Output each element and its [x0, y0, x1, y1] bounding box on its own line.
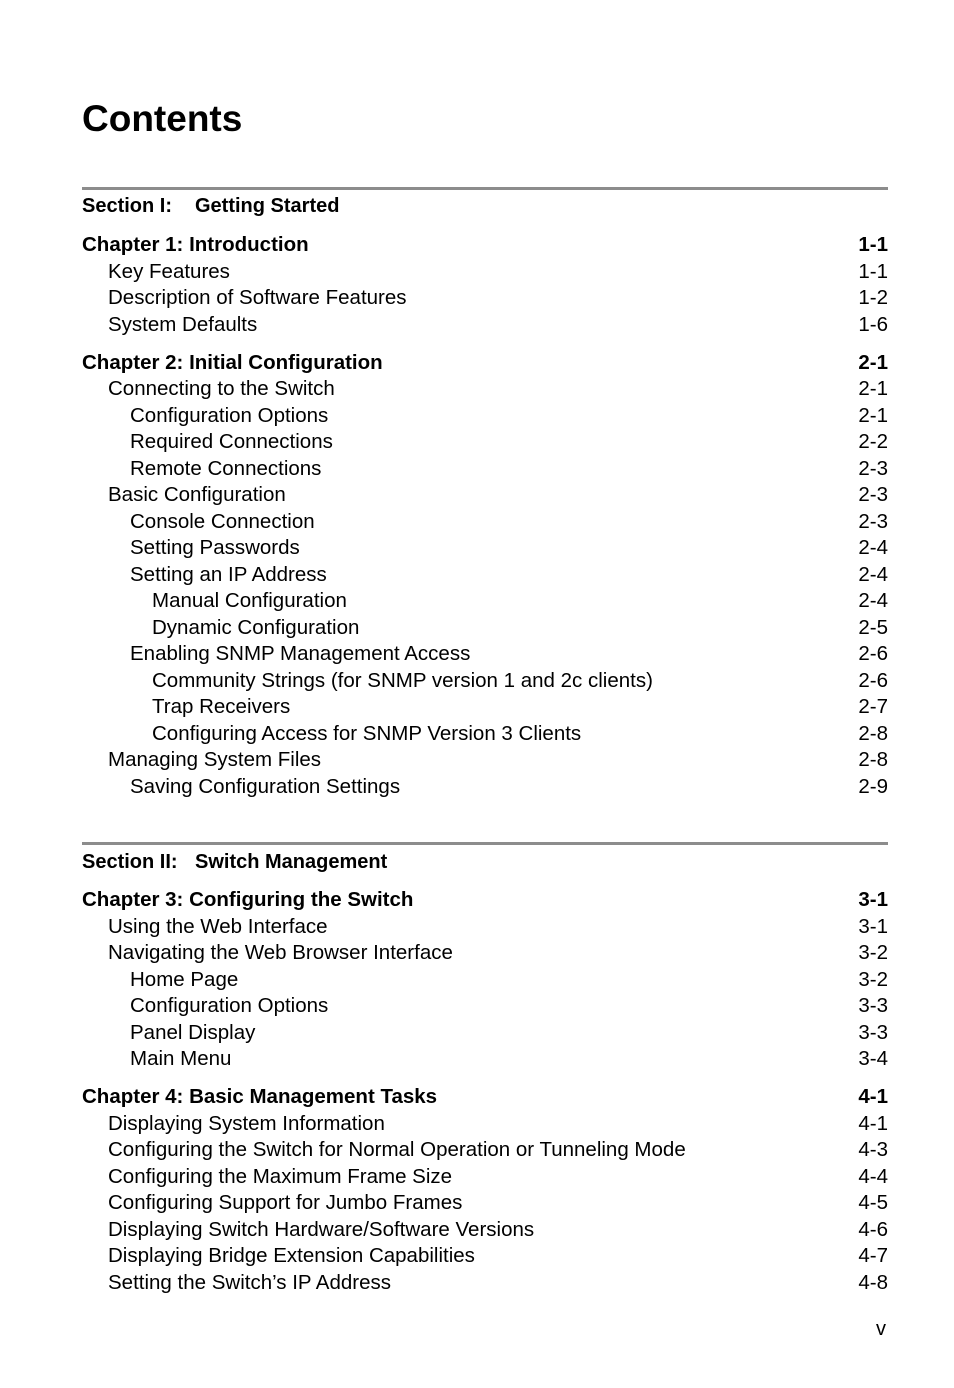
section-entries	[82, 887, 888, 1296]
toc-chapter-row[interactable]	[82, 887, 888, 914]
toc-entry-row[interactable]	[82, 668, 888, 695]
toc-entry-row[interactable]	[82, 259, 888, 286]
entry-page-ref: 2-6	[858, 642, 888, 665]
toc-entry-row[interactable]	[82, 588, 888, 615]
entry-title: Console Connection	[130, 509, 315, 533]
entry-page-ref: 4-5	[858, 1191, 888, 1214]
chapter-title: Chapter 2: Initial Configuration	[82, 350, 383, 374]
entry-title: Configuring Access for SNMP Version 3 Clients	[152, 721, 582, 745]
entry-title: Setting an IP Address	[130, 562, 327, 586]
entry-title: Panel Display	[130, 1020, 256, 1044]
entry-title: Configuration Options	[130, 994, 329, 1017]
toc-chapter-row[interactable]	[82, 232, 888, 259]
section-title: Switch Management	[195, 851, 388, 873]
toc-entry-row[interactable]	[82, 615, 888, 642]
entry-page-ref: 2-1	[858, 377, 888, 400]
entry-page-ref: 3-3	[858, 1020, 888, 1044]
entry-title: Configuration Options	[130, 403, 329, 427]
entry-page-ref: 2-5	[858, 615, 888, 639]
entry-page-ref: 2-9	[858, 774, 888, 798]
toc-entry-row[interactable]	[82, 1137, 888, 1164]
toc-entry-row[interactable]	[82, 509, 888, 536]
entry-page-ref: 3-1	[858, 914, 888, 938]
entry-page-ref: 2-6	[858, 668, 888, 692]
entry-title: Setting Passwords	[130, 536, 300, 559]
section-number: Section II:	[82, 851, 178, 873]
toc-entry-row[interactable]	[82, 535, 888, 562]
entry-page-ref: 3-3	[858, 994, 888, 1017]
entry-title: Saving Configuration Settings	[130, 774, 401, 798]
entry-page-ref: 1-2	[858, 286, 888, 309]
toc-entry-row[interactable]	[82, 1217, 888, 1244]
entry-page-ref: 3-2	[858, 967, 888, 991]
entry-page-ref: 4-1	[858, 1111, 888, 1135]
toc-entry-row[interactable]	[82, 376, 888, 403]
chapter-title: Chapter 1: Introduction	[82, 233, 309, 256]
toc-entry-row[interactable]	[82, 1190, 888, 1217]
entry-title: Description of Software Features	[108, 286, 407, 309]
section-entries	[82, 232, 888, 800]
chapter-title: Chapter 4: Basic Management Tasks	[82, 1085, 438, 1108]
entry-title: Using the Web Interface	[108, 914, 328, 938]
entry-title: Setting the Switch’s IP Address	[108, 1270, 391, 1294]
toc-entry-row[interactable]	[82, 1243, 888, 1270]
section-title: Getting Started	[195, 195, 340, 217]
entry-title: Navigating the Web Browser Interface	[108, 941, 453, 964]
entry-page-ref: 2-1	[858, 403, 888, 427]
entry-page-ref: 4-3	[858, 1138, 888, 1161]
toc-chapter-row[interactable]	[82, 350, 888, 377]
entry-title: Trap Receivers	[152, 695, 291, 718]
entry-page-ref: 2-3	[858, 483, 888, 506]
entry-page-ref: 4-4	[858, 1164, 888, 1188]
toc-entry-row[interactable]	[82, 774, 888, 801]
toc-entry-row[interactable]	[82, 312, 888, 339]
entry-title: Managing System Files	[108, 748, 322, 771]
toc-entry-row[interactable]	[82, 1164, 888, 1191]
toc-entry-row[interactable]	[82, 1111, 888, 1138]
entry-title: Manual Configuration	[152, 589, 347, 612]
section-number: Section I:	[82, 195, 173, 217]
toc-entry-row[interactable]	[82, 285, 888, 312]
entry-title: Configuring the Maximum Frame Size	[108, 1164, 453, 1188]
toc-entry-row[interactable]	[82, 641, 888, 668]
entry-page-ref: 2-4	[858, 589, 888, 612]
entry-page-ref: 1-6	[858, 312, 888, 336]
toc-entry-row[interactable]	[82, 967, 888, 994]
entry-page-ref: 2-2	[858, 430, 888, 453]
toc-chapter-row[interactable]	[82, 1084, 888, 1111]
entry-page-ref: 4-8	[858, 1270, 888, 1294]
section-divider	[82, 842, 888, 845]
entry-page-ref: 2-3	[858, 456, 888, 480]
chapter-page-ref: 2-1	[858, 350, 888, 374]
entry-page-ref: 2-4	[858, 536, 888, 559]
entry-page-ref: 4-7	[858, 1244, 888, 1267]
entry-title: Key Features	[108, 259, 230, 283]
entry-title: Community Strings (for SNMP version 1 and 2c clients)	[152, 668, 653, 692]
entry-page-ref: 3-2	[858, 941, 888, 964]
toc-entry-row[interactable]	[82, 1270, 888, 1297]
entry-page-ref: 3-4	[858, 1047, 888, 1070]
entry-title: Enabling SNMP Management Access	[130, 642, 471, 665]
toc-entry-row[interactable]	[82, 993, 888, 1020]
toc-entry-row[interactable]	[82, 721, 888, 748]
entry-page-ref: 2-3	[858, 509, 888, 533]
entry-page-ref: 2-8	[858, 748, 888, 771]
entry-title: Configuring the Switch for Normal Operation or Tunneling Mode	[108, 1138, 686, 1161]
chapter-page-ref: 1-1	[858, 233, 888, 256]
entry-page-ref: 1-1	[858, 259, 888, 283]
toc-entry-row[interactable]	[82, 747, 888, 774]
chapter-page-ref: 3-1	[858, 888, 888, 911]
section-heading	[82, 849, 388, 875]
entry-page-ref: 2-4	[858, 562, 888, 586]
toc-entry-row[interactable]	[82, 694, 888, 721]
entry-title: System Defaults	[108, 312, 258, 336]
entry-title: Configuring Support for Jumbo Frames	[108, 1191, 463, 1214]
toc-entry-row[interactable]	[82, 914, 888, 941]
toc-entry-row[interactable]	[82, 456, 888, 483]
entry-title: Displaying System Information	[108, 1111, 385, 1135]
entry-page-ref: 2-7	[858, 695, 888, 718]
entry-page-ref: 2-8	[858, 721, 888, 745]
entry-title: Home Page	[130, 967, 239, 991]
entry-title: Displaying Switch Hardware/Software Versions	[108, 1217, 535, 1241]
toc-entry-row[interactable]	[82, 1020, 888, 1047]
entry-title: Basic Configuration	[108, 483, 286, 506]
entry-title: Connecting to the Switch	[108, 377, 335, 400]
section-heading	[82, 193, 340, 219]
toc-entry-row[interactable]	[82, 940, 888, 967]
entry-title: Main Menu	[130, 1047, 232, 1070]
toc-entry-row[interactable]	[82, 562, 888, 589]
section-divider	[82, 187, 888, 190]
chapter-page-ref: 4-1	[858, 1085, 888, 1108]
entry-title: Displaying Bridge Extension Capabilities	[108, 1244, 475, 1267]
entry-title: Dynamic Configuration	[152, 615, 360, 639]
toc-entry-row[interactable]	[82, 403, 888, 430]
toc-entry-row[interactable]	[82, 1046, 888, 1073]
entry-page-ref: 4-6	[858, 1217, 888, 1241]
entry-title: Remote Connections	[130, 456, 322, 480]
page-number: v	[876, 1318, 886, 1340]
toc-entry-row[interactable]	[82, 482, 888, 509]
entry-title: Required Connections	[130, 430, 333, 453]
chapter-title: Chapter 3: Configuring the Switch	[82, 888, 414, 911]
toc-entry-row[interactable]	[82, 429, 888, 456]
page-title: Contents	[82, 98, 243, 139]
